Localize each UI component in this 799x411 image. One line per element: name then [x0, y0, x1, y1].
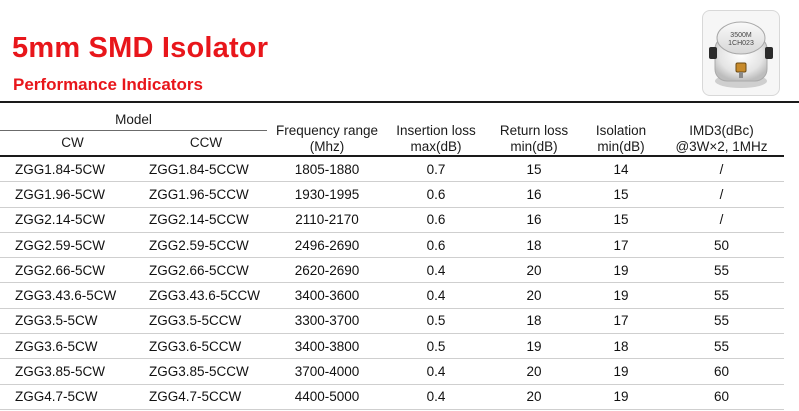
isolation-cell: 19 [583, 283, 659, 308]
insertion-loss-cell: 0.4 [387, 384, 485, 409]
frequency-cell: 2620-2690 [267, 258, 387, 283]
frequency-cell: 1805-1880 [267, 156, 387, 182]
ccw-cell: ZGG1.84-5CCW [145, 156, 267, 182]
model-header: Model [0, 104, 267, 131]
return-loss-cell: 18 [485, 308, 583, 333]
cw-cell: ZGG2.14-5CW [0, 207, 145, 232]
ccw-cell: ZGG3.43.6-5CCW [145, 283, 267, 308]
insertion-loss-cell: 0.7 [387, 156, 485, 182]
imd3-cell: 60 [659, 359, 784, 384]
insertion-loss-cell: 0.6 [387, 182, 485, 207]
insertion-loss-cell: 0.4 [387, 283, 485, 308]
cw-cell: ZGG2.66-5CW [0, 258, 145, 283]
return-loss-cell: 20 [485, 283, 583, 308]
isolation-cell: 19 [583, 359, 659, 384]
frequency-cell: 2110-2170 [267, 207, 387, 232]
return-loss-cell: 20 [485, 258, 583, 283]
ccw-cell: ZGG3.6-5CCW [145, 334, 267, 359]
insertion-loss-cell: 0.5 [387, 334, 485, 359]
page-subtitle: Performance Indicators [13, 75, 203, 94]
frequency-cell: 2496-2690 [267, 232, 387, 257]
imd3-cell: 50 [659, 232, 784, 257]
marking-line-2: 1CH023 [728, 40, 754, 47]
isolation-cell: 19 [583, 258, 659, 283]
page-title: 5mm SMD Isolator [12, 32, 269, 64]
cw-cell: ZGG3.5-5CW [0, 308, 145, 333]
frequency-cell: 1930-1995 [267, 182, 387, 207]
imd3-cell: / [659, 156, 784, 182]
return-loss-cell: 18 [485, 232, 583, 257]
isolator-component-photo [702, 10, 780, 96]
insertion-loss-cell: 0.6 [387, 207, 485, 232]
performance-table [0, 104, 784, 410]
table-row [0, 334, 784, 359]
cw-cell: ZGG3.6-5CW [0, 334, 145, 359]
isolation-header: Isolation min(dB) [583, 104, 659, 156]
cw-header: CW [0, 131, 145, 157]
imd3-cell: / [659, 182, 784, 207]
cw-cell: ZGG1.84-5CW [0, 156, 145, 182]
return-loss-cell: 16 [485, 207, 583, 232]
marking-line-1: 3500M [730, 32, 752, 39]
table-row [0, 384, 784, 409]
imd3-cell: / [659, 207, 784, 232]
cw-cell: ZGG2.59-5CW [0, 232, 145, 257]
isolation-cell: 19 [583, 384, 659, 409]
frequency-cell: 3400-3600 [267, 283, 387, 308]
return-loss-cell: 16 [485, 182, 583, 207]
imd3-cell: 60 [659, 384, 784, 409]
cw-cell: ZGG3.85-5CW [0, 359, 145, 384]
isolation-cell: 18 [583, 334, 659, 359]
insertion-loss-cell: 0.6 [387, 232, 485, 257]
frequency-cell: 3400-3800 [267, 334, 387, 359]
table-row [0, 283, 784, 308]
frequency-cell: 3300-3700 [267, 308, 387, 333]
cw-cell: ZGG3.43.6-5CW [0, 283, 145, 308]
isolation-cell: 17 [583, 232, 659, 257]
table-row [0, 232, 784, 257]
table-row [0, 308, 784, 333]
return-loss-cell: 19 [485, 334, 583, 359]
imd3-header: IMD3(dBc) @3W×2, 1MHz [659, 104, 784, 156]
isolation-cell: 17 [583, 308, 659, 333]
return-loss-cell: 20 [485, 384, 583, 409]
imd3-cell: 55 [659, 334, 784, 359]
table-top-rule [0, 101, 799, 103]
table-row [0, 207, 784, 232]
frequency-cell: 4400-5000 [267, 384, 387, 409]
ccw-header: CCW [145, 131, 267, 157]
table-row [0, 359, 784, 384]
imd3-cell: 55 [659, 258, 784, 283]
isolator-icon [703, 11, 779, 95]
ccw-cell: ZGG4.7-5CCW [145, 384, 267, 409]
frequency-cell: 3700-4000 [267, 359, 387, 384]
isolation-cell: 14 [583, 156, 659, 182]
ccw-cell: ZGG2.14-5CCW [145, 207, 267, 232]
isolation-cell: 15 [583, 207, 659, 232]
imd3-cell: 55 [659, 308, 784, 333]
ccw-cell: ZGG1.96-5CCW [145, 182, 267, 207]
return-loss-cell: 15 [485, 156, 583, 182]
return-loss-cell: 20 [485, 359, 583, 384]
table-row [0, 182, 784, 207]
ccw-cell: ZGG2.66-5CCW [145, 258, 267, 283]
table-row [0, 258, 784, 283]
imd3-cell: 55 [659, 283, 784, 308]
table-row [0, 156, 784, 182]
ccw-cell: ZGG3.85-5CCW [145, 359, 267, 384]
insertion-loss-cell: 0.4 [387, 359, 485, 384]
isolation-cell: 15 [583, 182, 659, 207]
ccw-cell: ZGG2.59-5CCW [145, 232, 267, 257]
return-loss-header: Return loss min(dB) [485, 104, 583, 156]
ccw-cell: ZGG3.5-5CCW [145, 308, 267, 333]
frequency-header: Frequency range (Mhz) [267, 104, 387, 156]
cw-cell: ZGG1.96-5CW [0, 182, 145, 207]
insertion-loss-cell: 0.4 [387, 258, 485, 283]
insertion-loss-cell: 0.5 [387, 308, 485, 333]
insertion-loss-header: Insertion loss max(dB) [387, 104, 485, 156]
cw-cell: ZGG4.7-5CW [0, 384, 145, 409]
